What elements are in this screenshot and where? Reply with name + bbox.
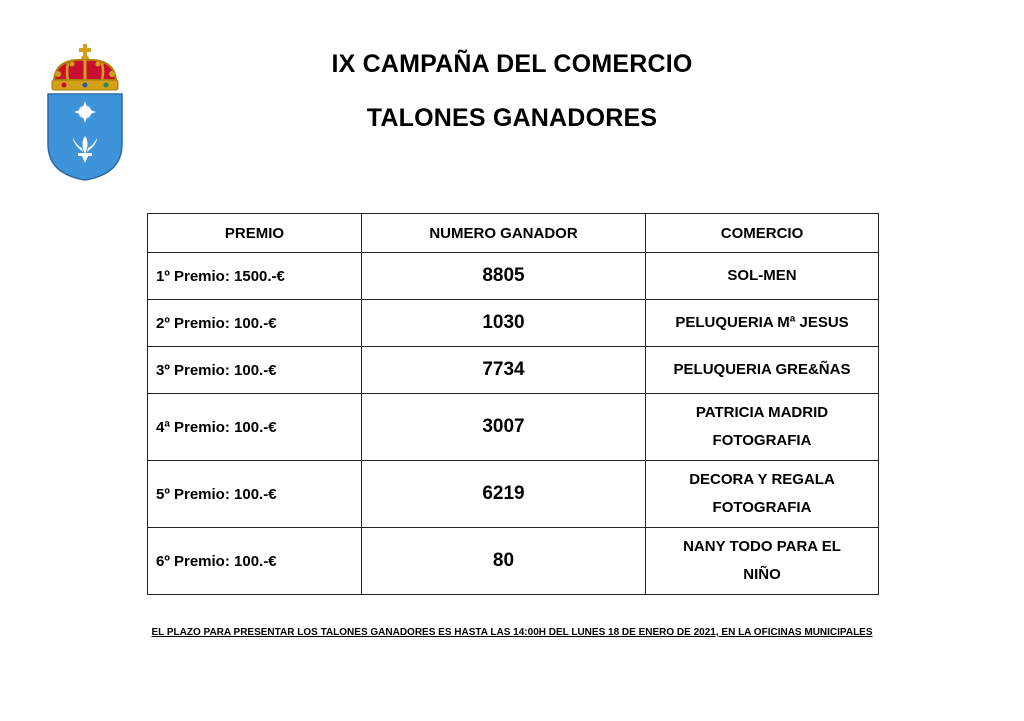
- prize-cell: 2º Premio: 100.-€: [148, 300, 362, 347]
- shop-cell: [646, 300, 879, 347]
- table-row: [148, 528, 879, 595]
- table-header-row: [148, 214, 879, 253]
- winning-number-cell: 3007: [362, 394, 646, 461]
- column-header-numero: NUMERO GANADOR: [362, 214, 646, 253]
- shop-name-line1: DECORA Y REGALA: [689, 471, 835, 488]
- winning-number-cell: 8805: [362, 253, 646, 300]
- shop-name-line2: FOTOGRAFIA: [712, 499, 812, 516]
- prize-cell: 5º Premio: 100.-€: [148, 461, 362, 528]
- shop-name-line1: PELUQUERIA Mª JESUS: [675, 314, 849, 331]
- winning-number-cell: 1030: [362, 300, 646, 347]
- shop-name-line1: NANY TODO PARA EL: [683, 538, 841, 555]
- shop-cell: [646, 461, 879, 528]
- page-title: IX CAMPAÑA DEL COMERCIO: [331, 50, 693, 78]
- shop-cell: [646, 394, 879, 461]
- shop-cell: [646, 347, 879, 394]
- table-row: [148, 394, 879, 461]
- shop-name-line2: FOTOGRAFIA: [712, 432, 812, 449]
- table-row: [148, 253, 879, 300]
- prize-cell: 3º Premio: 100.-€: [148, 347, 362, 394]
- page-subtitle: TALONES GANADORES: [366, 104, 658, 132]
- table-row: [148, 347, 879, 394]
- shop-name-line2: NIÑO: [743, 566, 781, 583]
- prize-cell: 4ª Premio: 100.-€: [148, 394, 362, 461]
- shop-name-line1: PELUQUERIA GRE&ÑAS: [673, 361, 851, 378]
- shop-name-line1: SOL-MEN: [727, 267, 797, 284]
- prize-cell: 1º Premio: 1500.-€: [148, 253, 362, 300]
- shop-name-line1: PATRICIA MADRID: [695, 404, 829, 421]
- table-row: [148, 461, 879, 528]
- prize-cell: 6º Premio: 100.-€: [148, 528, 362, 595]
- winning-number-cell: 6219: [362, 461, 646, 528]
- shop-cell: [646, 528, 879, 595]
- shop-cell: [646, 253, 879, 300]
- winners-table: [147, 213, 879, 595]
- deadline-notice: EL PLAZO PARA PRESENTAR LOS TALONES GANADORES ES HASTA LAS 14:00H DEL LUNES 18 DE ENERO DE 2021, EN LA OFICINAS MUNICIPALES: [151, 627, 873, 638]
- winning-number-cell: 7734: [362, 347, 646, 394]
- column-header-premio: PREMIO: [148, 214, 362, 253]
- column-header-comercio: COMERCIO: [646, 214, 879, 253]
- winning-number-cell: 80: [362, 528, 646, 595]
- table-row: [148, 300, 879, 347]
